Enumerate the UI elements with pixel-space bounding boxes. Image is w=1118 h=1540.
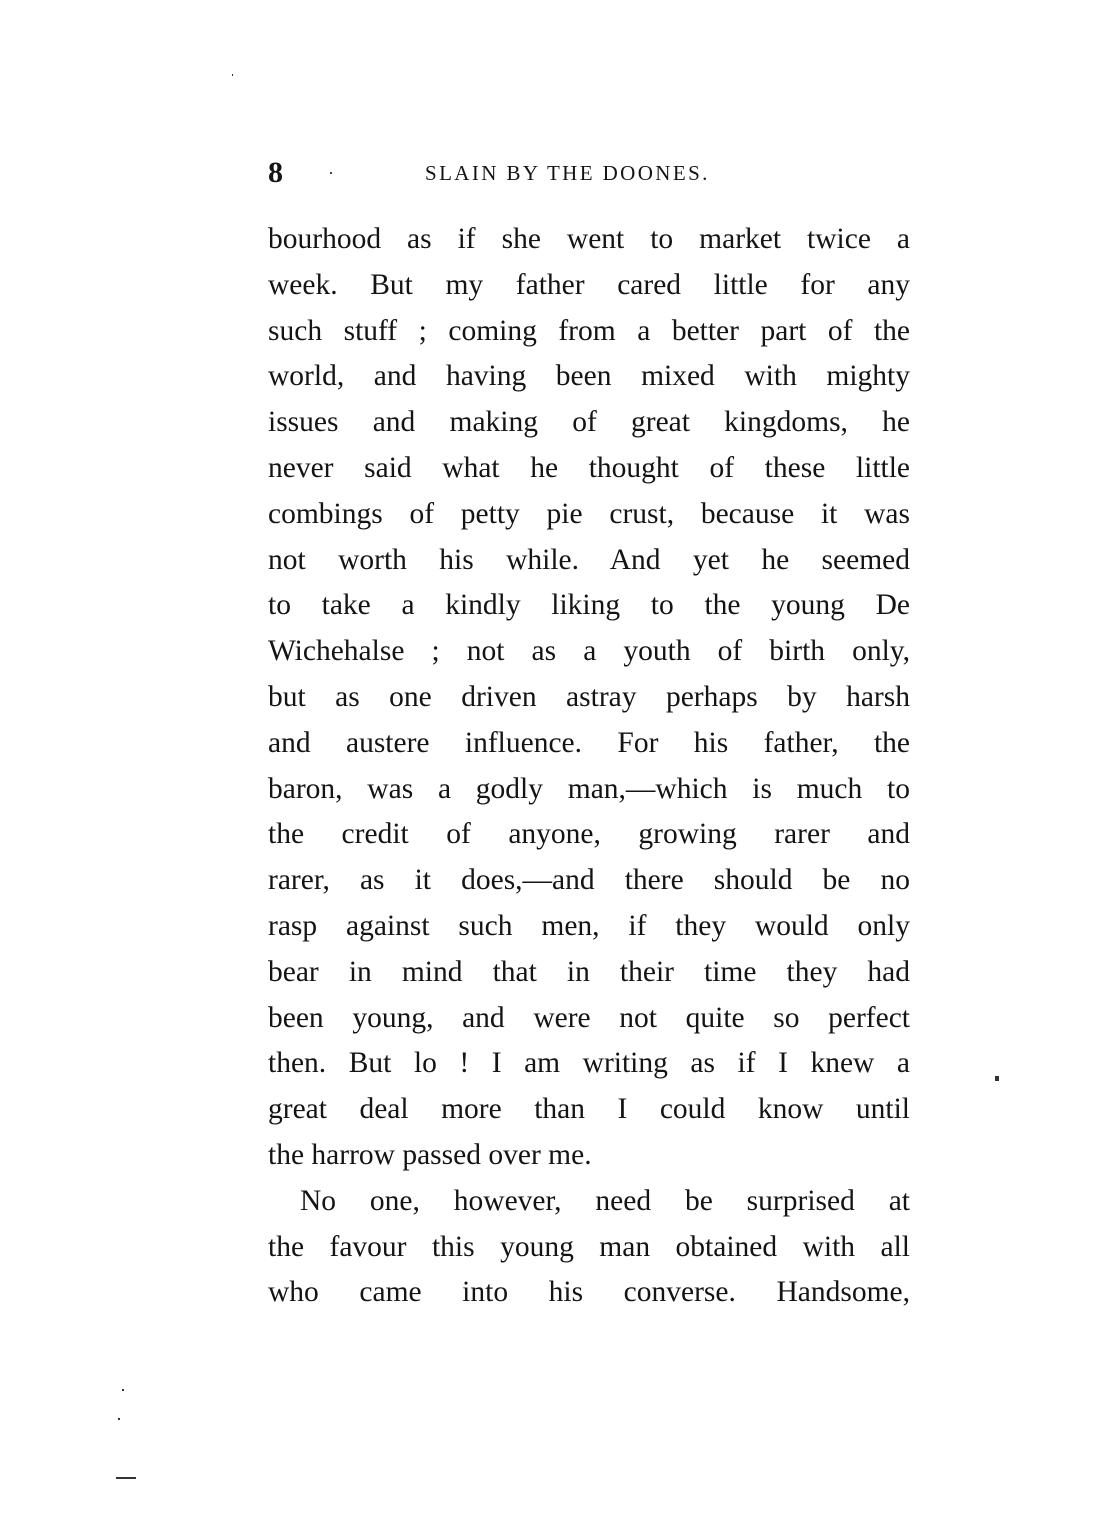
body-text — [268, 217, 910, 1316]
text-line: combings of petty pie crust, because it was — [268, 497, 910, 530]
text-line: been young, and were not quite so perfect — [268, 1001, 910, 1034]
paragraph-end-line: the harrow passed over me. — [268, 1138, 592, 1171]
text-line: not worth his while. And yet he seemed — [268, 543, 910, 576]
text-line: Wichehalse ; not as a youth of birth only, — [268, 635, 910, 668]
running-title: SLAIN BY THE DOONES. — [425, 161, 710, 185]
text-line: great deal more than I could know until — [268, 1093, 910, 1126]
text-line: rasp against such men, if they would only — [268, 909, 910, 942]
scan-dash-mark — [116, 1477, 136, 1479]
text-line: bear in mind that in their time they had — [268, 955, 910, 988]
scan-speck-mark — [995, 1076, 999, 1081]
header-dot-mark — [330, 172, 332, 174]
text-line: but as one driven astray perhaps by harsh — [268, 680, 910, 713]
text-line: never said what he thought of these little — [268, 451, 910, 484]
text-line: then. But lo ! I am writing as if I knew a — [268, 1047, 910, 1080]
running-head — [268, 155, 910, 191]
text-line: the favour this young man obtained with all — [268, 1230, 910, 1263]
text-line: baron, was a godly man,—which is much to — [268, 772, 910, 805]
text-line: week. But my father cared little for any — [268, 268, 910, 301]
text-line: rarer, as it does,—and there should be no — [268, 864, 910, 897]
scan-speck-mark — [118, 1418, 120, 1420]
text-line: world, and having been mixed with mighty — [268, 360, 910, 393]
paragraph-start-line: No one, however, need be surprised at — [300, 1184, 910, 1217]
scan-speck-mark — [232, 74, 233, 76]
text-line: the credit of anyone, growing rarer and — [268, 818, 910, 851]
text-line: such stuff ; coming from a better part of the — [268, 314, 910, 347]
text-line: to take a kindly liking to the young De — [268, 589, 910, 622]
text-line: who came into his converse. Handsome, — [268, 1276, 910, 1309]
text-line: and austere influence. For his father, the — [268, 726, 910, 759]
scan-speck-mark — [122, 1389, 124, 1391]
page-number: 8 — [268, 156, 283, 189]
text-line: bourhood as if she went to market twice a — [268, 223, 910, 255]
text-line: issues and making of great kingdoms, he — [268, 406, 910, 439]
